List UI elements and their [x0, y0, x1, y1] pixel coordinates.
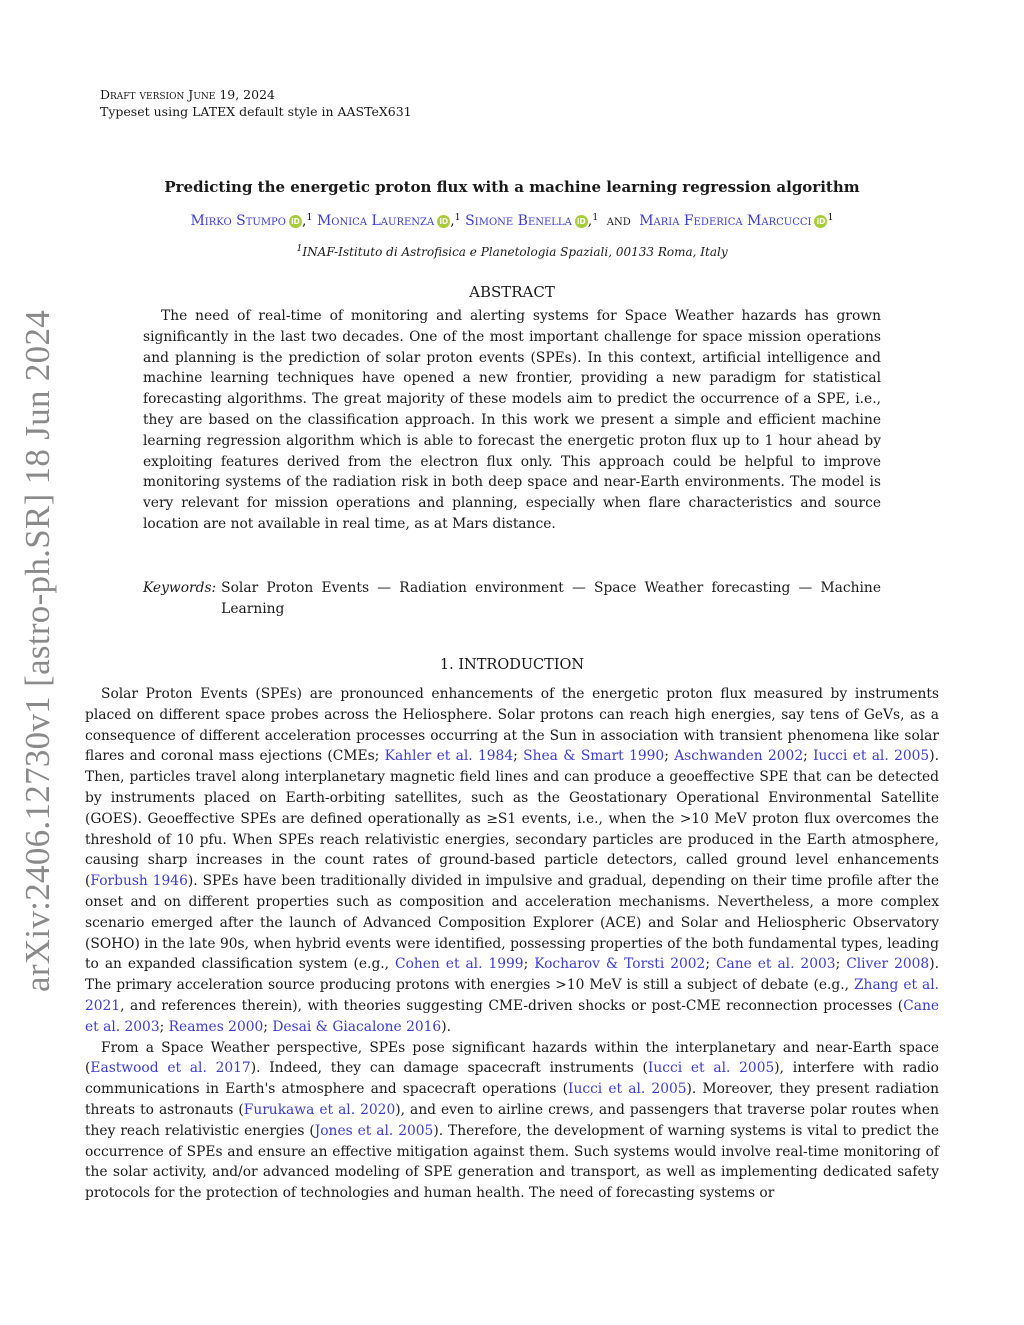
affiliation-marker: 1 — [454, 212, 461, 223]
author-separator: , — [587, 213, 593, 229]
citation-link[interactable]: Reames 2000 — [168, 1018, 264, 1035]
citation-link[interactable]: Forbush 1946 — [90, 873, 188, 890]
author-name[interactable]: Monica Laurenza — [316, 213, 435, 229]
affiliation-number: 1 — [296, 243, 303, 254]
citation-link[interactable]: Shea & Smart 1990 — [523, 748, 665, 765]
citation-link[interactable]: Kahler et al. 1984 — [384, 748, 514, 765]
affiliation — [100, 243, 924, 259]
paragraph-text: ). Therefore, the development of warning systems is vital to predict the occurrence of SPEs and ensure an effective mitigation against them. Such systems would involve real-time monitoring of the solar activity, and/or advanced modeling of SPE generation and transport, as well as implementing dedicated safety protocols for the protection of technologies and human health. The need of forecasting systems or — [85, 1122, 939, 1202]
introduction-paragraph — [85, 684, 939, 1038]
affiliation-text: INAF-Istituto di Astrofisica e Planetologia Spaziali, 00133 Roma, Italy — [302, 245, 728, 259]
paragraph-text: From a Space Weather perspective, SPEs pose significant hazards within the interplanetary and near-Earth space ( — [85, 1039, 939, 1077]
citation-link[interactable]: Cohen et al. 1999 — [395, 956, 524, 973]
arxiv-identifier-stamp: arXiv:2406.12730v1 [astro-ph.SR] 18 Jun 2024 — [18, 309, 57, 992]
affiliation-marker: 1 — [827, 212, 834, 223]
abstract-text: The need of real-time of monitoring and alerting systems for Space Weather hazards has grown significantly in the last two decades. One of the most important challenge for space mission operations and planning is the prediction of solar proton events (SPEs). In this context, artificial intelligence and machine learning techniques have opened a new frontier, providing a new paradigm for statistical forecasting algorithms. The great majority of these models aim to predict the occurrence of a SPE, i.e., they are based on the classification approach. In this work we present a simple and efficient machine learning regression algorithm which is able to forecast the energetic proton flux up to 1 hour ahead by exploiting features derived from the electron flux only. This approach could be helpful to improve monitoring systems of the radiation risk in both deep space and near-Earth environments. The model is very relevant for mission operations and planning, especially when flare characteristics and source location are not available in real time, as at Mars distance. — [143, 308, 881, 532]
author-conjunction: and — [606, 213, 631, 229]
citation-link[interactable]: Aschwanden 2002 — [674, 748, 804, 765]
paragraph-text: ; — [664, 748, 675, 765]
citation-link[interactable]: Cane et al. 2003 — [85, 997, 939, 1035]
paragraph-text: ; — [523, 956, 535, 973]
citation-link[interactable]: Desai & Giacalone 2016 — [272, 1018, 442, 1035]
citation-link[interactable]: Jones et al. 2005 — [314, 1122, 434, 1139]
paragraph-text: ; — [159, 1018, 169, 1035]
paragraph-text: ; — [513, 748, 524, 765]
orcid-icon[interactable]: iD — [289, 215, 302, 228]
paragraph-text: ). Indeed, they can damage spacecraft instruments ( — [250, 1060, 648, 1077]
paragraph-text: Solar Proton Events (SPEs) are pronounced enhancements of the energetic proton flux measured by instruments placed on different space probes across the Heliosphere. Solar protons can reach high energies, say tens of GeVs, as a consequence of different acceleration processes occurring at the Sun in association with transient phenomena like solar flares and coronal mass ejections (CMEs; — [85, 686, 939, 765]
keywords — [143, 578, 881, 620]
author-name[interactable]: Mirko Stumpo — [190, 213, 286, 229]
affiliation-marker: 1 — [306, 212, 313, 223]
citation-link[interactable]: Kocharov & Torsti 2002 — [534, 956, 706, 973]
paragraph-text: ; — [835, 956, 847, 973]
keywords-list: Solar Proton Events — Radiation environment — Space Weather forecasting — Machine Learning — [221, 580, 881, 617]
paragraph-text: ), and even to airline crews, and passengers that traverse polar routes when they reach relativistic energies ( — [85, 1101, 939, 1139]
draft-version-line: Draft version June 19, 2024 — [100, 87, 275, 102]
paragraph-text: ; — [705, 956, 716, 973]
citation-link[interactable]: Cliver 2008 — [846, 956, 930, 973]
author-separator: , — [302, 213, 307, 229]
affiliation-marker: 1 — [592, 212, 599, 223]
typeset-line: Typeset using LATEX default style in AASTeX631 — [100, 104, 412, 119]
citation-link[interactable]: Zhang et al. 2021 — [85, 977, 940, 1014]
author-name[interactable]: Simone Benella — [465, 213, 572, 229]
abstract-heading: ABSTRACT — [469, 283, 555, 301]
draft-header — [100, 86, 412, 120]
introduction-paragraph — [85, 1038, 939, 1204]
author-separator: , — [450, 213, 455, 229]
paragraph-text: ). Then, particles travel along interplanetary magnetic field lines and can produce a geoeffective SPE that can be detected by instruments placed on Earth-orbiting satellites, such as the Geostationary Operational Environmental Satellite (GOES). Geoeffective SPEs are defined operationally as ≥S1 events, i.e., when the >10 MeV proton flux overcomes the threshold of 10 pfu. When SPEs reach relativistic energies, secondary particles are produced in the Earth atmosphere, causing sharp increases in the count rates of ground-based particle detectors, called ground level enhancements ( — [85, 748, 939, 890]
citation-link[interactable]: Iucci et al. 2005 — [568, 1081, 687, 1098]
introduction-body — [85, 684, 939, 1204]
keywords-label: Keywords: — [143, 580, 217, 596]
citation-link[interactable]: Iucci et al. 2005 — [647, 1060, 775, 1077]
orcid-icon[interactable]: iD — [814, 215, 827, 228]
orcid-icon[interactable]: iD — [437, 215, 450, 228]
citation-link[interactable]: Cane et al. 2003 — [715, 956, 836, 973]
paragraph-text: ), interfere with radio communications in Earth's atmosphere and spacecraft operations ( — [85, 1060, 939, 1098]
paragraph-text: , and references therein), with theories suggesting CME-driven shocks or post-CME reconnection processes ( — [120, 997, 904, 1014]
citation-link[interactable]: Iucci et al. 2005 — [813, 748, 930, 765]
citation-link[interactable]: Furukawa et al. 2020 — [243, 1101, 396, 1118]
paragraph-text: ). — [441, 1018, 451, 1035]
paragraph-text: ; — [803, 748, 814, 765]
author-name[interactable]: Maria Federica Marcucci — [639, 213, 812, 229]
paragraph-text: ). Moreover, they present radiation threats to astronauts ( — [85, 1081, 939, 1118]
author-list — [100, 212, 924, 229]
section-heading-introduction: 1. INTRODUCTION — [439, 657, 585, 673]
orcid-icon[interactable]: iD — [575, 215, 588, 228]
paragraph-text: ). The primary acceleration source producing protons with energies >10 MeV is still a subject of debate (e.g., — [85, 956, 939, 994]
citation-link[interactable]: Eastwood et al. 2017 — [90, 1060, 251, 1077]
paper-title: Predicting the energetic proton flux with a machine learning regression algorithm — [164, 178, 860, 196]
paragraph-text: ; — [263, 1018, 273, 1035]
paragraph-text: ). SPEs have been traditionally divided in impulsive and gradual, depending on their time profile after the onset and on different properties such as composition and acceleration mechanisms. Nevertheless, a more complex scenario emerged after the launch of Advanced Composition Explorer (ACE) and Solar and Heliospheric Observatory (SOHO) in the late 90s, when hybrid events were identified, possessing properties of the both fundamental types, leading to an expanded classification system (e.g., — [85, 873, 939, 973]
